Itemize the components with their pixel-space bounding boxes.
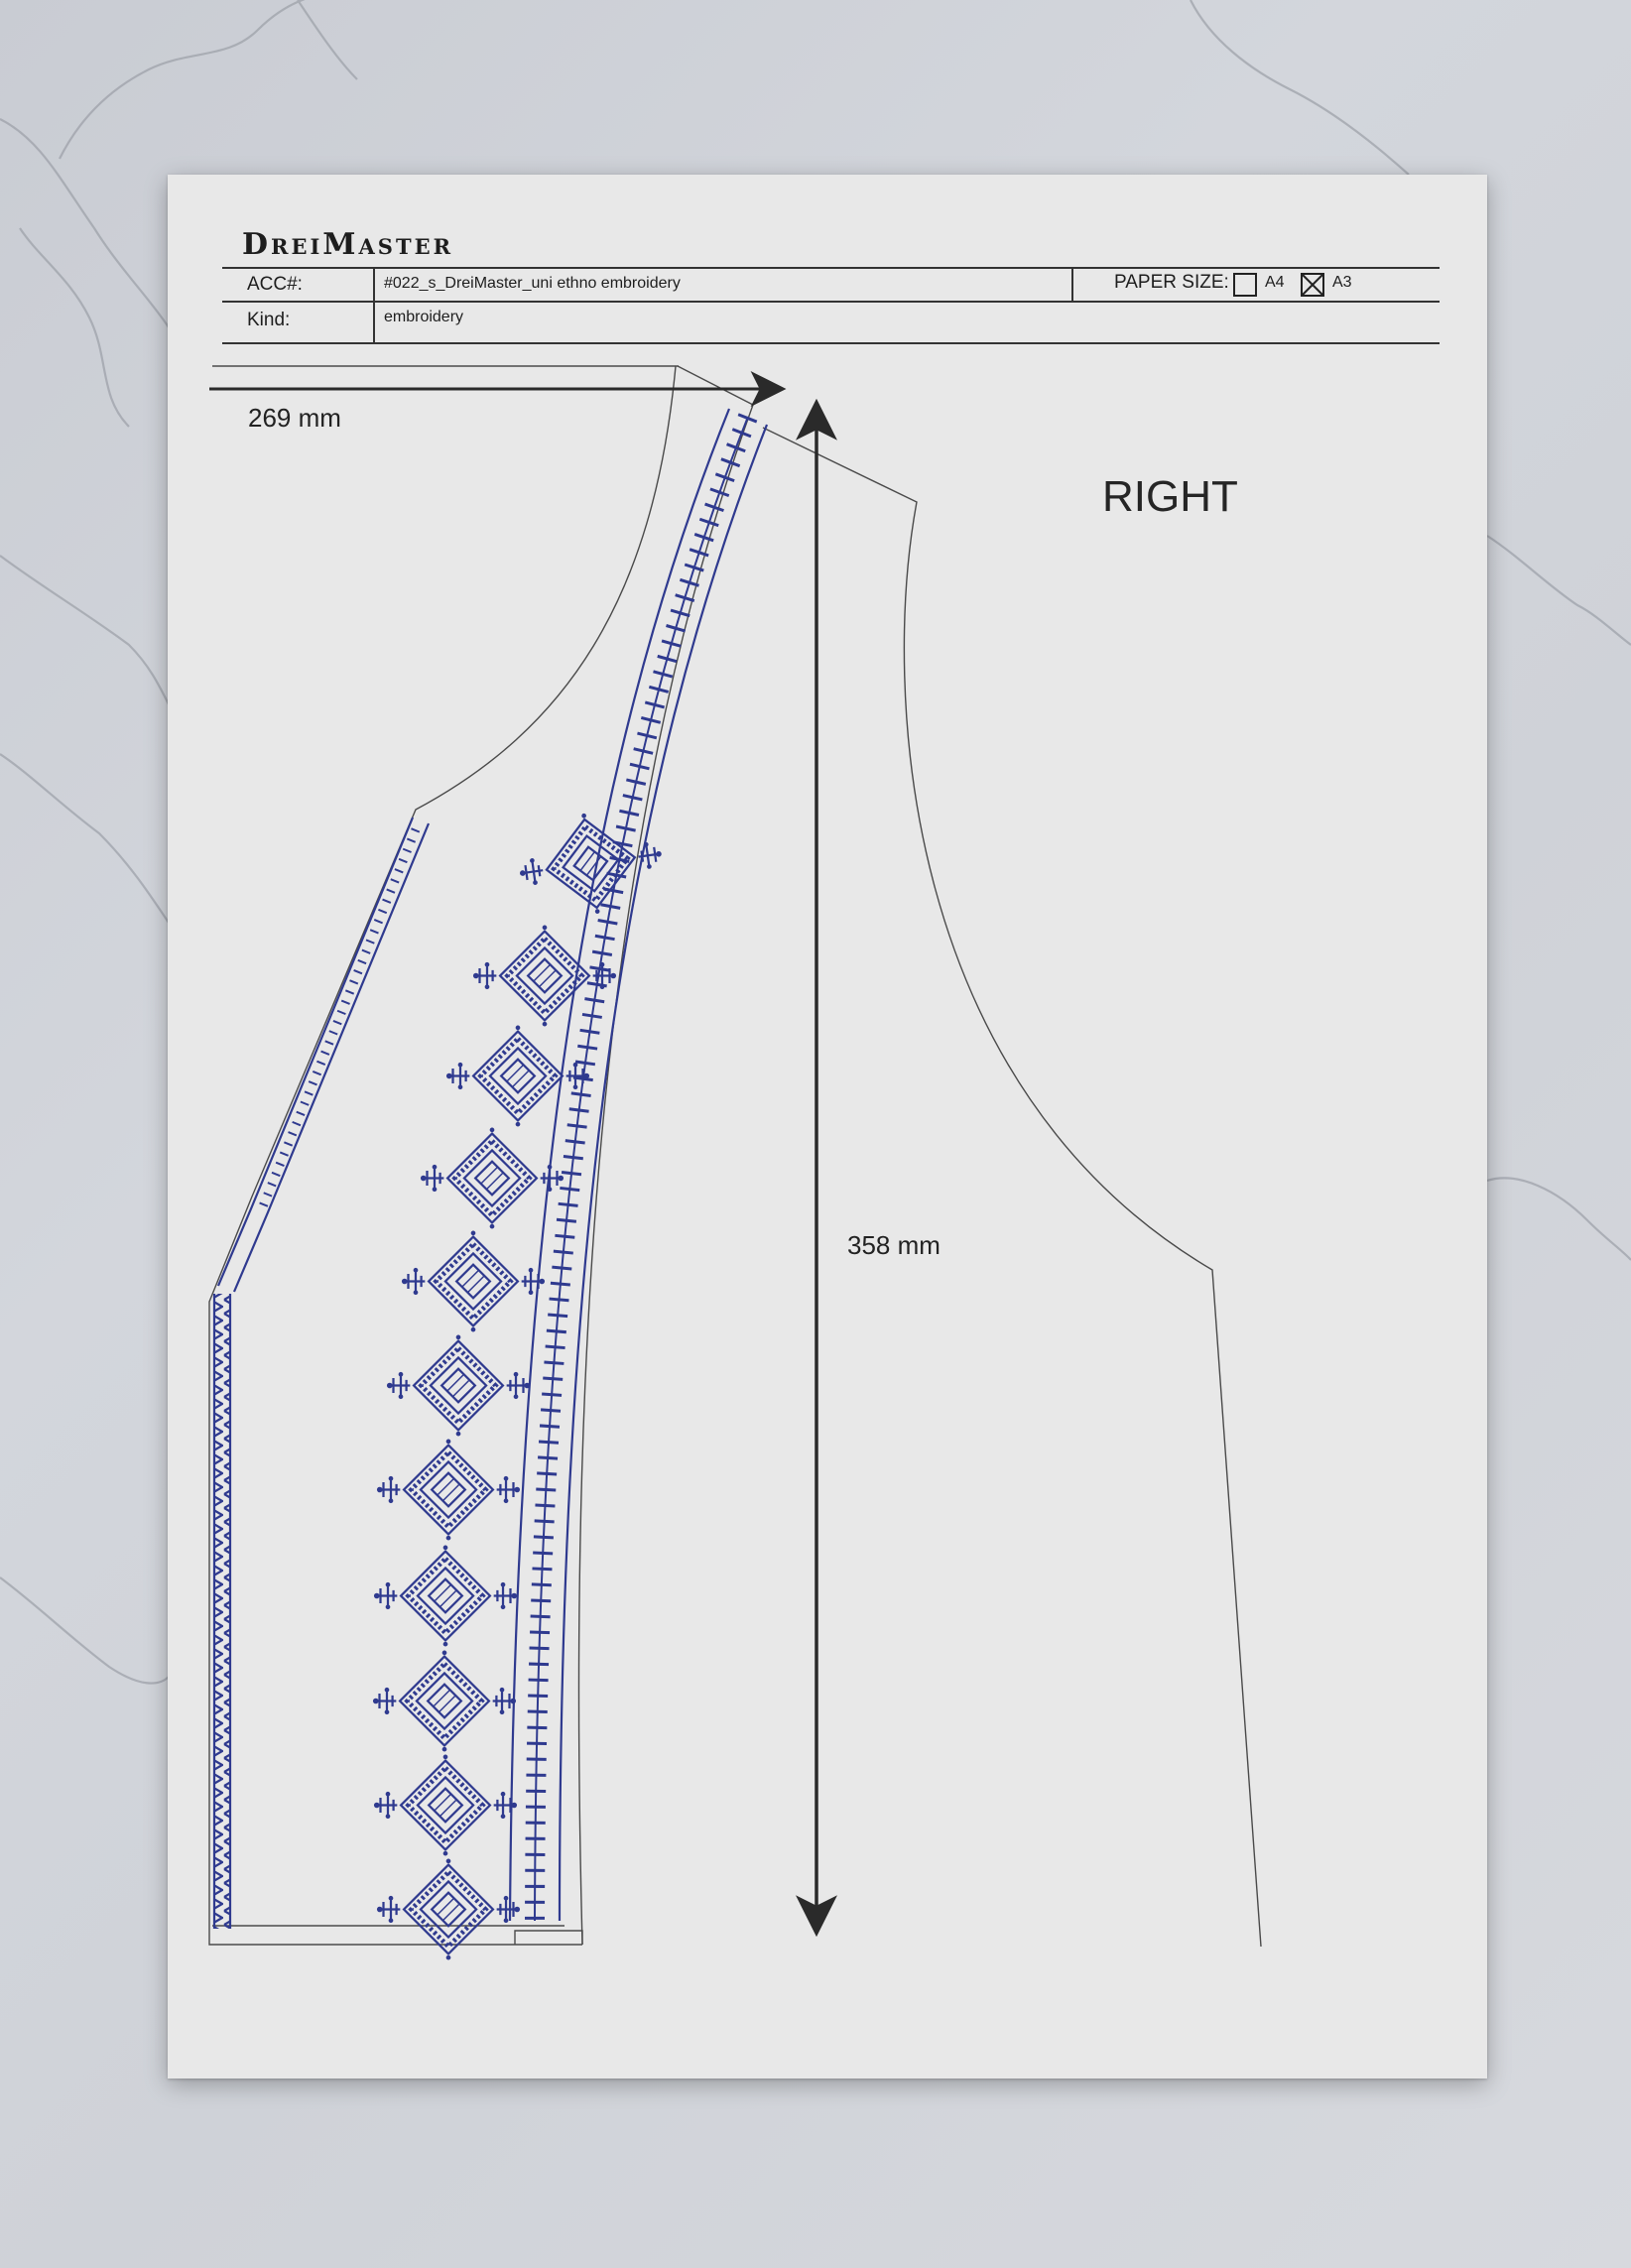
kind-label: Kind: <box>247 310 291 330</box>
brand-logo: DreiMaster <box>242 227 454 262</box>
pattern-drawing <box>168 175 1487 2079</box>
paper-size-label: PAPER SIZE: <box>1114 272 1229 293</box>
width-measure-label: 269 mm <box>248 403 341 433</box>
diamond-motif <box>473 926 616 1027</box>
right-piece-outline <box>763 428 1261 1947</box>
diamond-motif <box>374 1755 517 1856</box>
height-measure-label: 358 mm <box>847 1230 941 1260</box>
diamond-motif <box>377 1440 520 1541</box>
left-zigzag-border <box>214 818 429 1929</box>
side-label: RIGHT <box>1102 472 1238 521</box>
diamond-motif <box>513 804 669 924</box>
diamond-motif <box>421 1128 564 1229</box>
kind-value: embroidery <box>384 309 464 325</box>
diamond-motif <box>374 1546 517 1647</box>
acc-label: ACC#: <box>247 274 303 295</box>
diamond-motif <box>402 1231 545 1332</box>
pattern-sheet <box>168 175 1487 2079</box>
diamond-motif <box>373 1651 516 1752</box>
paper-a4-label: A4 <box>1265 274 1285 291</box>
acc-value: #022_s_DreiMaster_uni ethno embroidery <box>384 275 681 292</box>
front-tree-band <box>510 409 767 1921</box>
diamond-motif <box>446 1026 589 1127</box>
paper-a3-label: A3 <box>1332 274 1352 291</box>
diamond-motif <box>387 1335 530 1437</box>
diamond-motif-column <box>373 804 669 1960</box>
